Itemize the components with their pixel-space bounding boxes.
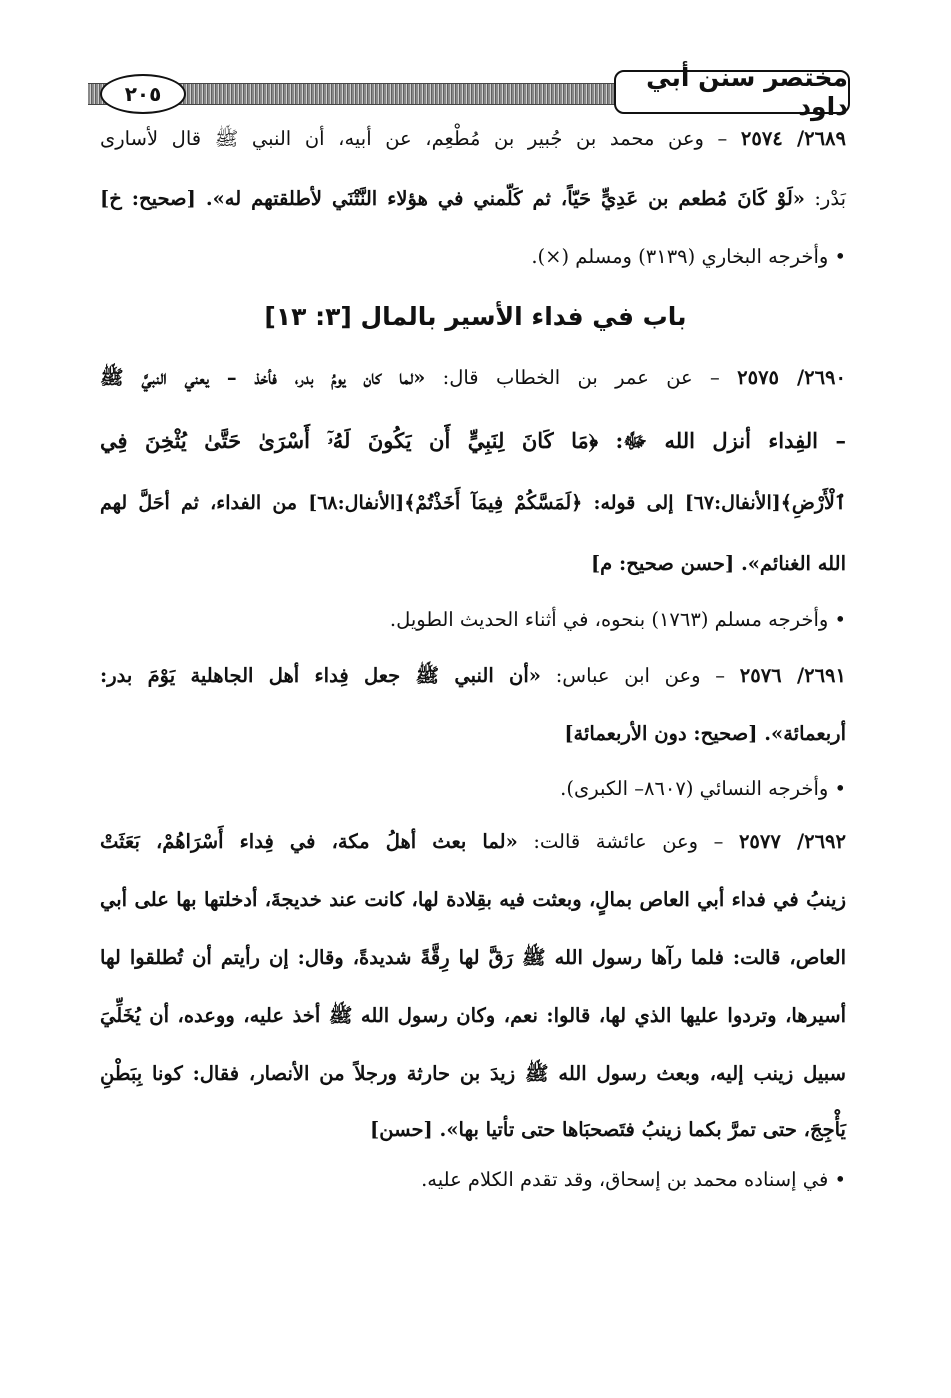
hadith-2577-line-3: العاص، قالت: فلما رآها رسول الله ﷺ رَقَّ لها رِقَّةً شديدةً، وقال: إن رأيتم أن تُطلقوا لها — [100, 946, 846, 969]
hadith-2577-line-6: يَأْجِجَ، حتى تمرَّ بكما زينبُ فتَصحبَاها حتى تأتيا بها». [حسن] — [370, 1118, 846, 1141]
hadith-2576-line-1 — [100, 664, 846, 692]
hadith-text: بَدْر: — [804, 187, 846, 210]
hadith-2576-line-2: أربعمائة». [صحيح: دون الأربعمائة] — [564, 722, 846, 745]
hadith-2574-line-2 — [100, 187, 846, 210]
hadith-2575-line-4: الله الغنائم». [حسن صحيح: م] — [590, 552, 846, 575]
hadith-2575-line-1 — [100, 366, 846, 394]
page-number: ٢٠٥ — [100, 74, 186, 114]
hadith-text: – وعن محمد بن جُبير بن مُطْعِم، عن أبيه، أن النبي ﷺ قال لأسارى — [100, 127, 728, 150]
hadith-2577-line-1 — [100, 830, 846, 853]
hadith-quote: «أن النبي ﷺ جعل فِداء أهل الجاهلية يَوْمَ بدر: — [100, 664, 541, 687]
hadith-number: ٢٦٩١/ ٢٥٧٦ — [739, 664, 846, 687]
hadith-quote: «لما كان يومُ بدر، فأخذ – يعني النبيَّ ﷺ — [100, 366, 426, 389]
hadith-text: – وعن ابن عباس: — [540, 664, 726, 687]
hadith-2575-line-2: – الفِداء أنزل الله ﷻ: ﴿مَا كَانَ لِنَبِيٍّ أَن يَكُونَ لَهُۥٓ أَسْرَىٰ حَتَّىٰ يُثْخِنَ فِي — [100, 428, 846, 453]
hadith-quote: «لَوْ كَانَ مُطعم بن عَدِيٍّ حَيّاً، ثم كَلّمني في هؤلاء النَّتْنَي لأطلقتهم له». [صحيح: خ] — [100, 187, 805, 210]
takhrij-note: • وأخرجه النسائي (٨٦٠٧– الكبرى). — [560, 777, 846, 800]
hadith-number: ٢٦٩٠/ ٢٥٧٥ — [737, 366, 846, 389]
hadith-2575-line-3: ٱلْأَرْضِ﴾[الأنفال:٦٧] إلى قوله: ﴿لَمَسَّكُمْ فِيمَآ أَخَذْتُمْ﴾[الأنفال:٦٨] من الفداء، ثم أحَلَّ لهم — [100, 492, 846, 514]
takhrij-note: • وأخرجه مسلم (١٧٦٣) بنحوه، في أثناء الحديث الطويل. — [389, 608, 846, 631]
book-title: مختصر سنن أبي داود — [614, 70, 850, 114]
takhrij-note: • وأخرجه البخاري (٣١٣٩) ومسلم (×). — [531, 245, 846, 268]
hadith-2574-line-1 — [100, 127, 846, 155]
hadith-text: – عن عمر بن الخطاب قال: — [425, 366, 720, 389]
hadith-quote: «لما بعث أهلُ مكة، في فِداء أَسْرَاهُمْ، بَعَثَتْ — [100, 830, 518, 853]
takhrij-note: • في إسناده محمد بن إسحاق، وقد تقدم الكلام عليه. — [421, 1168, 846, 1191]
hadith-2577-line-4: أسيرها، وتردوا عليها الذي لها، قالوا: نعم، وكان رسول الله ﷺ أخذ عليه، ووعده، أن يُخَلِّيَ — [100, 1004, 846, 1027]
hadith-text: – وعن عائشة قالت: — [517, 830, 724, 853]
hadith-2577-line-2: زينبُ في فداء أبي العاص بمالٍ، وبعثت فيه بقِلادة لها، كانت عند خديجةَ، أدخلتها بها على أبي — [100, 888, 846, 911]
chapter-heading: باب في فداء الأسير بالمال [٣: ١٣] — [264, 302, 687, 331]
hadith-number: ٢٦٩٢/ ٢٥٧٧ — [738, 830, 847, 853]
hadith-2577-line-5: سبيل زينب إليه، وبعث رسول الله ﷺ زيدَ بن حارثة ورجلاً من الأنصار، فقال: كونا بِبَطْنِ — [100, 1062, 846, 1085]
hadith-number: ٢٦٨٩/ ٢٥٧٤ — [740, 127, 846, 150]
